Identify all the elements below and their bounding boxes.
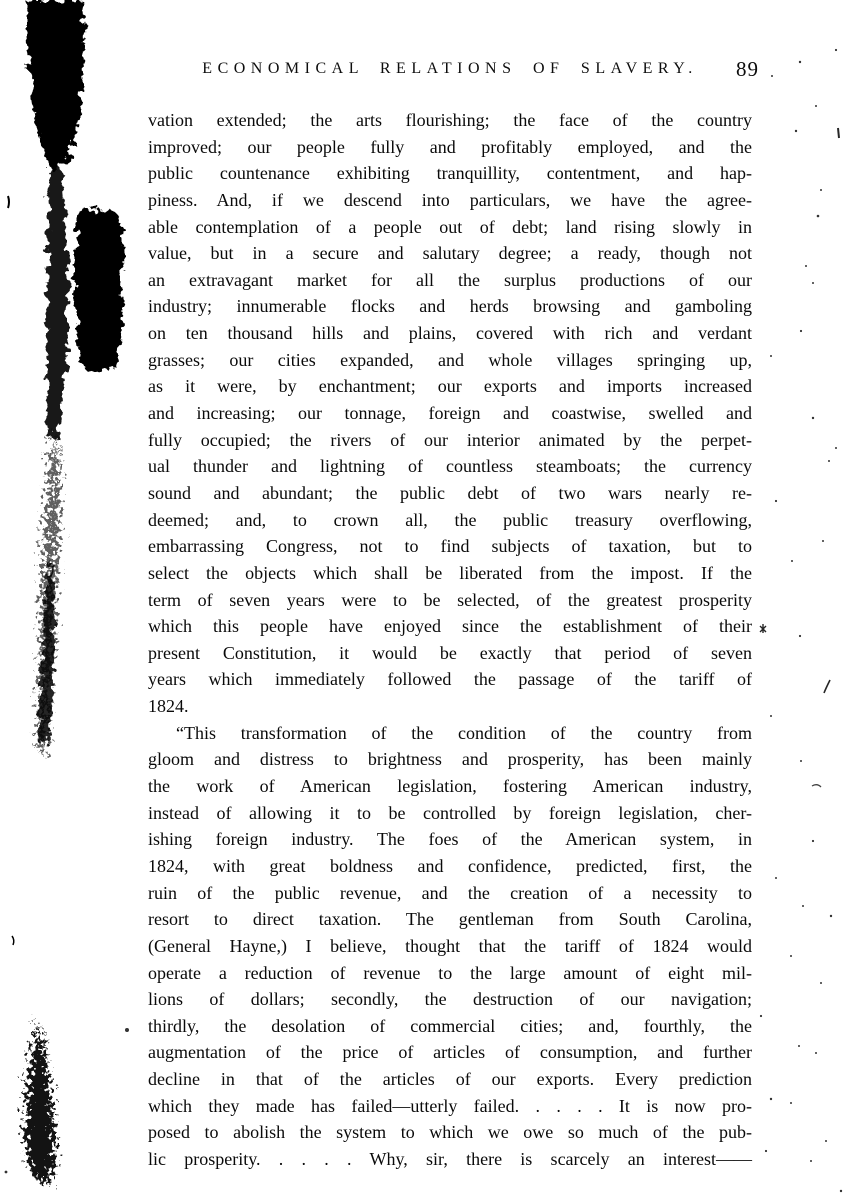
text-line: as it were, by enchantment; our exports and imports increased (148, 376, 752, 397)
text-line: which they made has failed—utterly failed. . . . . It is now pro- (148, 1095, 752, 1116)
text-line: term of seven years were to be selected, of the greatest prosperity (148, 589, 752, 610)
text-line: gloom and distress to brightness and prosperity, has been mainly (148, 749, 752, 770)
text-line: fully occupied; the rivers of our interior animated by the perpet- (148, 429, 752, 450)
text-line: on ten thousand hills and plains, covered with rich and verdant (148, 323, 752, 344)
text-line: public countenance exhibiting tranquillity, contentment, and hap- (148, 163, 752, 184)
text-line: ishing foreign industry. The foes of the American system, in (148, 829, 752, 850)
text-line: present Constitution, it would be exactly that period of seven (148, 642, 752, 663)
text-line: thirdly, the desolation of commercial cities; and, fourthly, the (148, 1015, 752, 1036)
text-line: posed to abolish the system to which we owe so much of the pub- (148, 1122, 752, 1143)
running-header-title: ECONOMICAL RELATIONS OF SLAVERY. (202, 60, 698, 77)
text-line: embarrassing Congress, not to find subjects of taxation, but to (148, 536, 752, 557)
text-line: grasses; our cities expanded, and whole villages springing up, (148, 349, 752, 370)
text-line: operate a reduction of revenue to the large amount of eight mil- (148, 962, 752, 983)
text-line: the work of American legislation, fostering American industry, (148, 776, 752, 797)
text-line: instead of allowing it to be controlled by foreign legislation, cher- (148, 802, 752, 823)
text-line: piness. And, if we descend into particulars, we have the agree- (148, 189, 752, 210)
text-line: (General Hayne,) I believe, thought that the tariff of 1824 would (148, 935, 752, 956)
text-line: 1824, with great boldness and confidence, predicted, first, the (148, 855, 752, 876)
text-line: ruin of the public revenue, and the creation of a necessity to (148, 882, 752, 903)
text-line: decline in that of the articles of our exports. Every prediction (148, 1069, 752, 1090)
text-line: value, but in a secure and salutary degree; a ready, though not (148, 243, 752, 264)
text-line: lions of dollars; secondly, the destruction of our navigation; (148, 989, 752, 1010)
text-line: resort to direct taxation. The gentleman from South Carolina, (148, 909, 752, 930)
text-line: an extravagant market for all the surplus productions of our (148, 269, 752, 290)
text-line: select the objects which shall be liberated from the impost. If the (148, 562, 752, 583)
text-line: vation extended; the arts flourishing; the face of the country (148, 110, 752, 130)
text-line: and increasing; our tonnage, foreign and coastwise, swelled and (148, 403, 752, 424)
text-line: which this people have enjoyed since the establishment of their (148, 616, 752, 637)
text-line: “This transformation of the condition of the country from (176, 722, 752, 743)
text-line: improved; our people fully and profitably employed, and the (148, 136, 752, 157)
text-line: able contemplation of a people out of debt; land rising slowly in (148, 216, 752, 237)
text-line: ual thunder and lightning of countless steamboats; the currency (148, 456, 752, 477)
body-text-block (148, 107, 752, 1173)
text-line: industry; innumerable flocks and herds browsing and gamboling (148, 296, 752, 317)
text-line: sound and abundant; the public debt of two wars nearly re- (148, 482, 752, 503)
text-line: 1824. (148, 696, 189, 717)
text-line: years which immediately followed the passage of the tariff of (148, 669, 752, 690)
text-line: augmentation of the price of articles of consumption, and further (148, 1042, 752, 1063)
text-line: lic prosperity. . . . . Why, sir, there is scarcely an interest—— (148, 1148, 752, 1169)
text-line: deemed; and, to crown all, the public treasury overflowing, (148, 509, 752, 530)
page-number: 89 (736, 57, 759, 81)
